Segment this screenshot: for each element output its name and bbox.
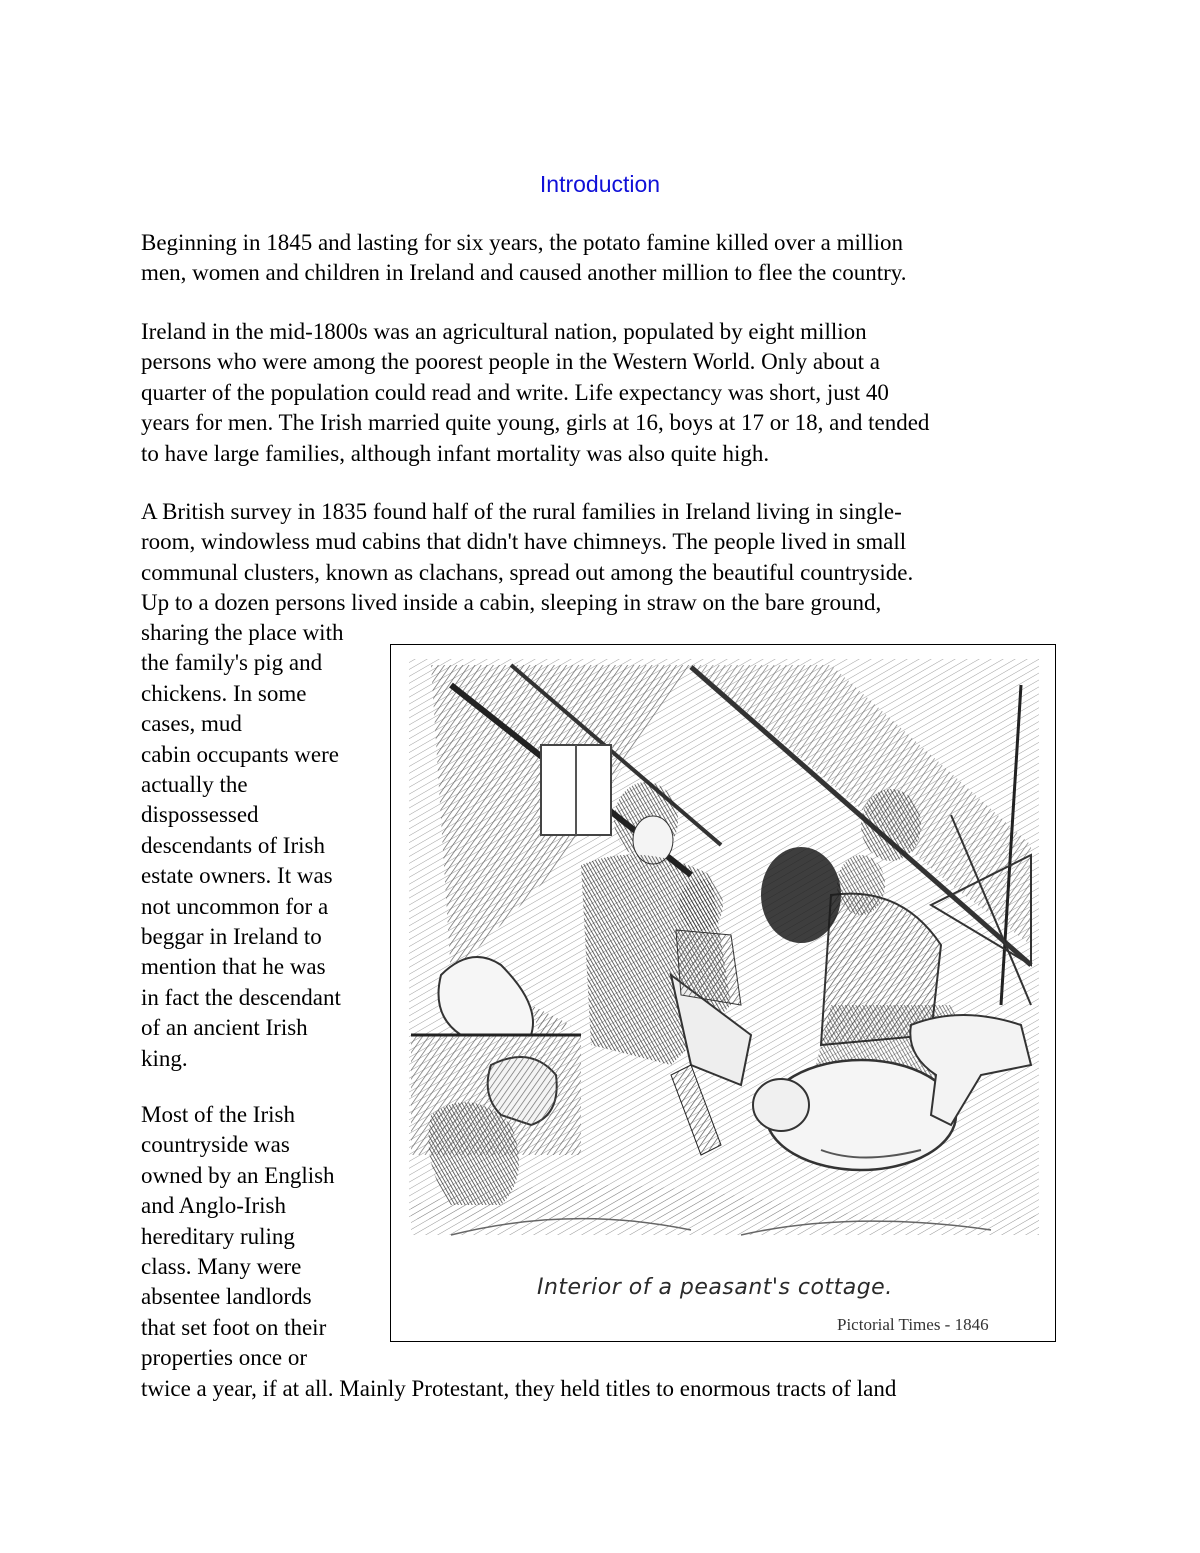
text-line: Beginning in 1845 and lasting for six years, the potato famine killed over a million bbox=[141, 230, 904, 255]
text-line: absentee landlords bbox=[141, 1284, 312, 1310]
text-line: dispossessed bbox=[141, 802, 259, 828]
text-line: the family's pig and bbox=[141, 650, 323, 676]
text-line: descendants of Irish bbox=[141, 832, 325, 858]
text-line: in fact the descendant bbox=[141, 984, 341, 1010]
text-line: actually the bbox=[141, 772, 248, 798]
text-line: beggar in Ireland to bbox=[141, 924, 322, 950]
cottage-engraving-illustration bbox=[391, 645, 1055, 1341]
paragraph-british-survey bbox=[141, 497, 1071, 619]
paragraph-ireland-1800s bbox=[141, 317, 1071, 469]
text-line: quarter of the population could read and write. Life expectancy was short, just 40 bbox=[141, 379, 889, 405]
text-line: Ireland in the mid-1800s was an agricultural nation, populated by eight million bbox=[141, 319, 867, 344]
text-line: persons who were among the poorest people in the Western World. Only about a bbox=[141, 349, 880, 375]
text-line: not uncommon for a bbox=[141, 893, 329, 919]
text-line: of an ancient Irish bbox=[141, 1015, 308, 1041]
text-line: men, women and children in Ireland and caused another million to flee the country. bbox=[141, 260, 907, 286]
text-line: hereditary ruling bbox=[141, 1223, 295, 1249]
text-line: mention that he was bbox=[141, 954, 326, 980]
text-line: room, windowless mud cabins that didn't have chimneys. The people lived in small bbox=[141, 529, 907, 555]
engraving-figure bbox=[390, 644, 1056, 1342]
text-line: Up to a dozen persons lived inside a cabin, sleeping in straw on the bare ground, bbox=[141, 590, 882, 616]
paragraph-british-survey-wrap bbox=[141, 618, 381, 1074]
text-line: cabin occupants were bbox=[141, 741, 339, 767]
text-line: and Anglo-Irish bbox=[141, 1193, 287, 1219]
paragraph-landowners bbox=[141, 1100, 381, 1374]
text-line: estate owners. It was bbox=[141, 863, 333, 889]
paragraph-famine-intro bbox=[141, 228, 1071, 289]
text-line: chickens. In some bbox=[141, 680, 307, 706]
text-line: that set foot on their bbox=[141, 1314, 327, 1340]
text-line: sharing the place with bbox=[141, 620, 344, 645]
text-line: countryside was bbox=[141, 1132, 290, 1158]
text-line: cases, mud bbox=[141, 711, 242, 737]
text-line: properties once or bbox=[141, 1345, 308, 1371]
figure-credit: Pictorial Times - 1846 bbox=[837, 1315, 989, 1334]
figure-caption: Interior of a peasant's cottage. bbox=[537, 1275, 893, 1300]
text-line: owned by an English bbox=[141, 1162, 335, 1188]
page-title: Introduction bbox=[539, 171, 661, 197]
text-line: A British survey in 1835 found half of the rural families in Ireland living in single- bbox=[141, 499, 902, 524]
text-line: class. Many were bbox=[141, 1254, 302, 1280]
text-line: communal clusters, known as clachans, spread out among the beautiful countryside. bbox=[141, 559, 914, 585]
text-line: to have large families, although infant mortality was also quite high. bbox=[141, 440, 770, 466]
text-line: years for men. The Irish married quite young, girls at 16, boys at 17 or 18, and tended bbox=[141, 410, 930, 436]
paragraph-landowners-tail: twice a year, if at all. Mainly Protestant, they held titles to enormous tracts of land bbox=[141, 1376, 897, 1401]
text-line: king. bbox=[141, 1045, 188, 1071]
text-line: Most of the Irish bbox=[141, 1102, 295, 1127]
